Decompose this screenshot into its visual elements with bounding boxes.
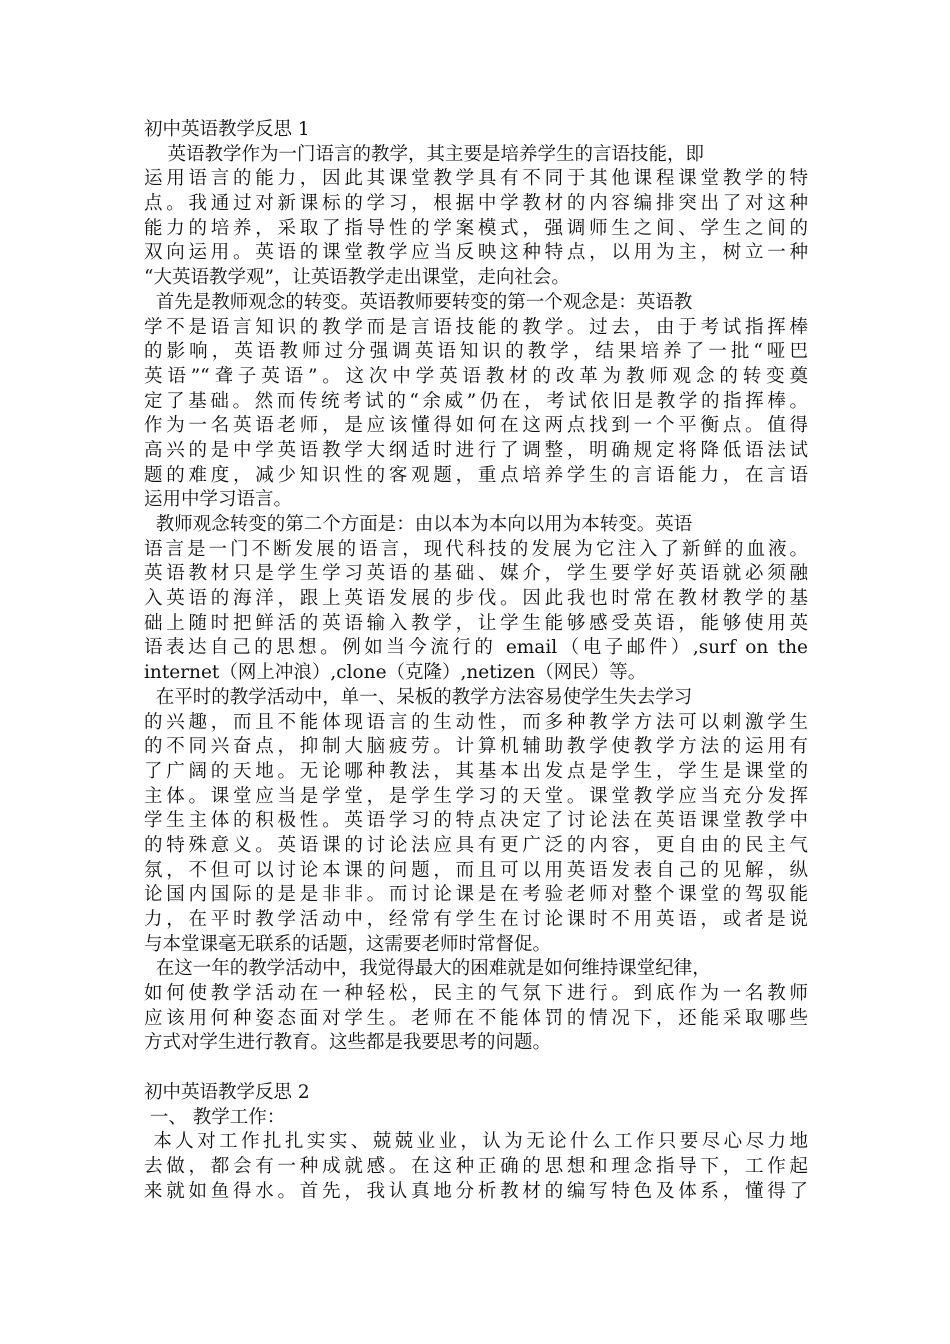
text-line: 英语教学作为一门语言的教学，其主要是培养学生的言语技能，即 [144,143,705,165]
section-1-title: 初中英语教学反思 1 [144,119,310,140]
text-line: 方式对学生进行教育。这些都是我要思考的问题。 [144,1032,552,1054]
text-line: 去做，都会有一种成就感。在这种正确的思想和理念指导下，工作起 [144,1155,808,1177]
text-line: 在平时的教学活动中，单一、呆板的教学方法容易使学生失去学习 [144,686,693,708]
text-line: 应该用何种姿态面对学生。老师在不能体罚的情况下，还能采取哪些 [144,1007,808,1029]
text-line: 来就如鱼得水。首先，我认真地分析教材的编写特色及体系，懂得了 [144,1180,808,1202]
text-line: 学不是语言知识的教学而是言语技能的教学。过去，由于考试指挥棒 [144,316,808,338]
text-line: 论国内国际的是是非非。而讨论课是在考验老师对整个课堂的驾驭能 [144,884,808,906]
text-line: 主体。课堂应当是学堂，是学生学习的天堂。课堂教学应当充分发挥 [144,785,808,807]
text-line: “大英语教学观”，让英语教学走出课堂，走向社会。 [144,267,570,289]
text-line: 的不同兴奋点，抑制大脑疲劳。计算机辅助教学使教学方法的运用有 [144,736,808,758]
paragraph [144,1130,808,1204]
section-2-subheading: 一、 教学工作： [144,1106,286,1128]
text-line: 入英语的海洋，跟上英语发展的步伐。因此我也时常在教材教学的基 [144,588,808,610]
text-line: 本人对工作扎扎实实、兢兢业业，认为无论什么工作只要尽心尽力地 [144,1131,808,1153]
paragraph [144,143,808,291]
text-line: 高兴的是中学英语教学大纲适时进行了调整，明确规定将降低语法试 [144,439,808,461]
text-line: 的兴趣，而且不能体现语言的生动性，而多种教学方法可以刺激学生 [144,711,808,733]
text-line: 英语教材只是学生学习英语的基础、媒介，学生要学好英语就必须融 [144,563,808,585]
text-line: 学生主体的积极性。英语学习的特点决定了讨论法在英语课堂教学中 [144,810,808,832]
text-line: 能力的培养，采取了指导性的学案模式，强调师生之间、学生之间的 [144,217,808,239]
paragraph [144,686,808,958]
text-line: 了广阔的天地。无论哪种教法，其基本出发点是学生，学生是课堂的 [144,760,808,782]
text-line: 语表达自己的思想。例如当今流行的 email（电子邮件）,surf on the [144,637,808,659]
text-line: 定了基础。然而传统考试的“余威”仍在，考试依旧是教学的指挥棒。 [144,390,808,412]
text-line: 题的难度，减少知识性的客观题，重点培养学生的言语能力，在言语 [144,464,808,486]
text-line: 英语”“聋子英语”。这次中学英语教材的改革为教师观念的转变奠 [144,365,808,387]
document-page [144,118,808,1204]
text-line: 运用语言的能力，因此其课堂教学具有不同于其他课程课堂教学的特 [144,168,808,190]
text-line: 双向运用。英语的课堂教学应当反映这种特点，以用为主，树立一种 [144,242,808,264]
text-line: 力，在平时教学活动中，经常有学生在讨论课时不用英语，或者是说 [144,909,808,930]
text-line: 语言是一门不断发展的语言，现代科技的发展为它注入了新鲜的血液。 [144,538,808,560]
text-line: 作为一名英语老师，是应该懂得如何在这两点找到一个平衡点。值得 [144,415,808,437]
text-line: internet（网上冲浪）,clone（克隆）,netizen（网民）等。 [144,662,647,684]
text-line: 首先是教师观念的转变。英语教师要转变的第一个观念是：英语教 [144,291,693,313]
text-line: 氛，不但可以讨论本课的问题，而且可以用英语发表自己的见解，纵 [144,859,808,881]
text-line: 础上随时把鲜活的英语输入教学，让学生能够感受英语，能够使用英 [144,612,808,634]
blank-line [144,1056,808,1081]
paragraph [144,513,808,686]
text-line: 运用中学习语言。 [144,489,293,511]
text-line: 点。我通过对新课标的学习，根据中学教材的内容编排突出了对这种 [144,193,808,215]
paragraph [144,957,808,1056]
section-2-title: 初中英语教学反思 2 [144,1081,310,1103]
text-line: 教师观念转变的第二个方面是：由以本为本向以用为本转变。英语 [144,514,693,535]
text-line: 的特殊意义。英语课的讨论法应具有更广泛的内容，更自由的民主气 [144,834,808,856]
text-line: 的影响，英语教师过分强调英语知识的教学，结果培养了一批“哑巴 [144,341,808,363]
text-line: 与本堂课毫无联系的话题，这需要老师时常督促。 [144,933,552,955]
paragraph [144,291,808,513]
text-line: 如何使教学活动在一种轻松，民主的气氛下进行。到底作为一名教师 [144,983,808,1005]
text-line: 在这一年的教学活动中，我觉得最大的困难就是如何维持课堂纪律， [144,958,711,980]
